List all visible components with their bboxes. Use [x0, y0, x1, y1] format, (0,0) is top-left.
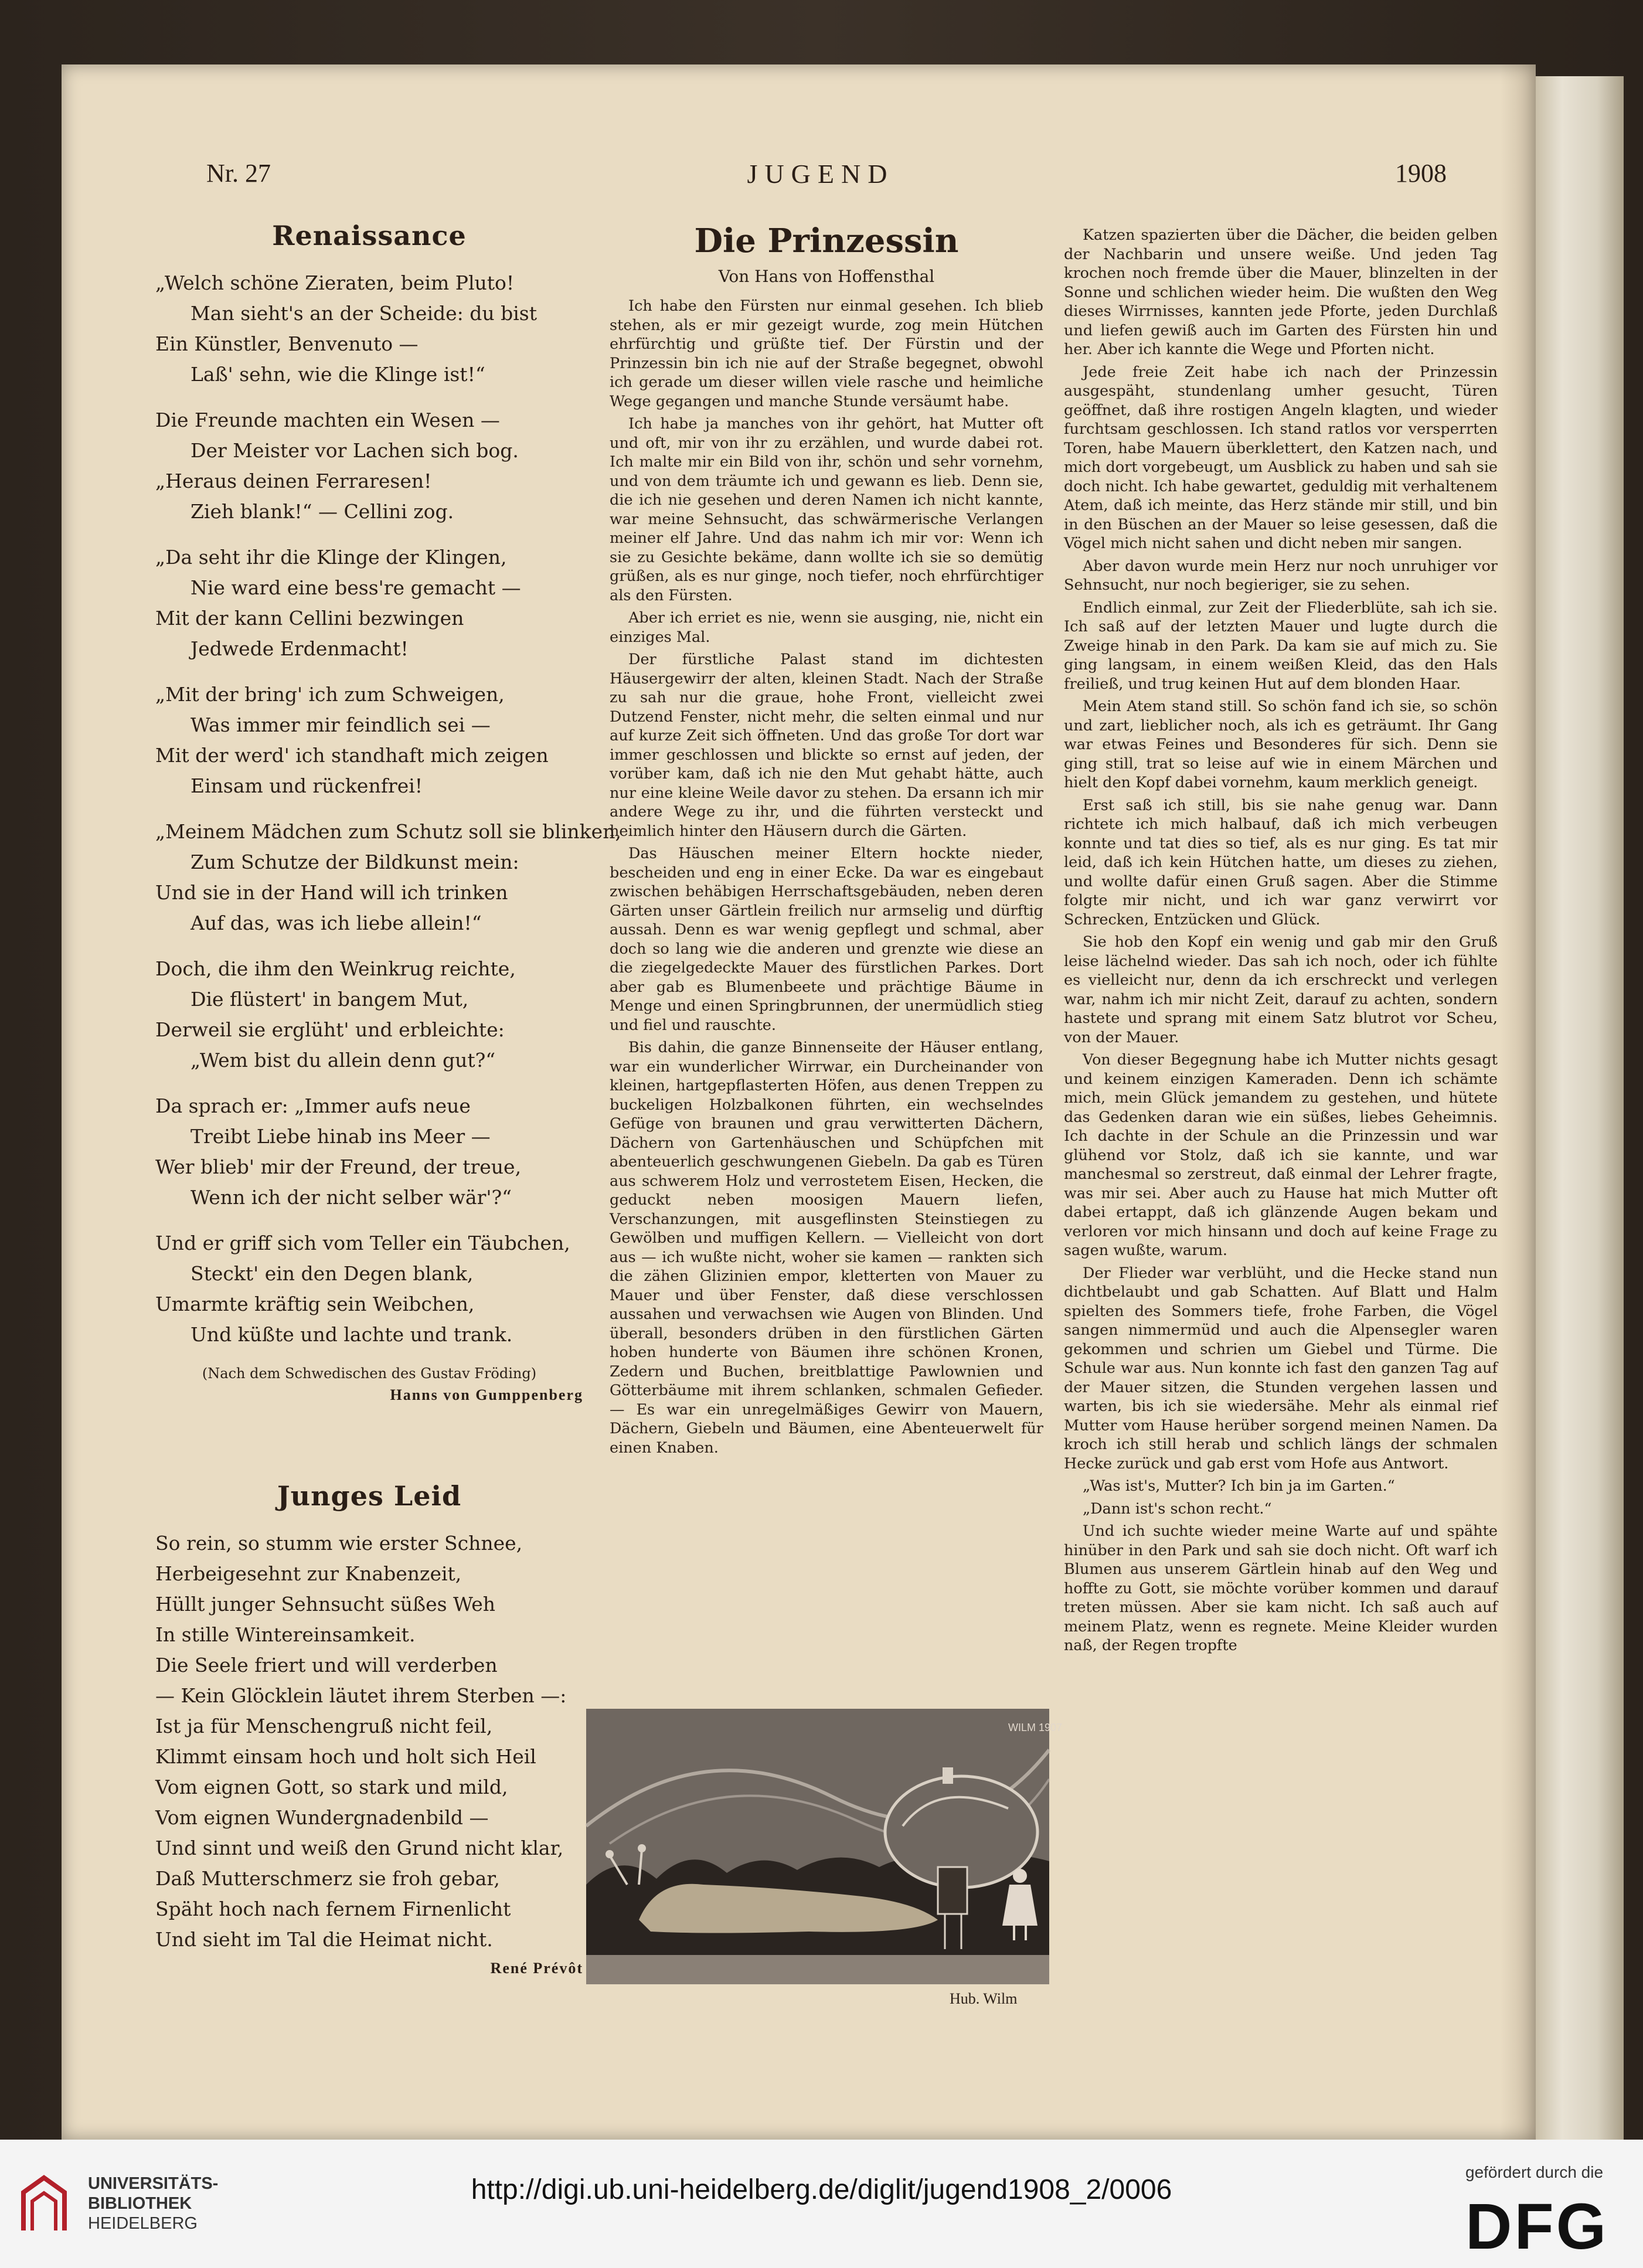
digitization-footer	[0, 2140, 1643, 2268]
poem-line: Vom eignen Wundergnadenbild —	[155, 1806, 489, 1829]
story-paragraph: Der Flieder war verblüht, und die Hecke stand nun dichtbelaubt und gab Schatten. Auf Blatt und Halm spielten des Sommers tiefe, frohe Farben, die Vögel sangen nimmermüd und auch die Alpensegler waren gekommen und schrien um Giebel und Türme. Die Schule war aus. Nun konnte ich fast den ganzen Tag auf der Mauer sitzen, die Stunden vergehen lassen und warten, bis ich sie wiedersähe. Mehr als einmal rief Mutter vom Hause herüber sorgend meinen Namen. Da kroch ich still herab und schlich längs der schmalen Hecke zurück und gab erst vom Hofe aus Antwort.	[1064, 1264, 1498, 1473]
story-paragraph: Mein Atem stand still. So schön fand ich sie, so schön und zart, lieblicher noch, als ich es geträumt. Ihr Gang war etwas Feines und Besonderes für sich. Denn sie ging still, trat so leise auf wie in einem Märchen und hielt den Kopf dabei vornehm, kaum merklich geneigt.	[1064, 698, 1498, 791]
poem-title: Renaissance	[272, 220, 467, 251]
stanza	[155, 817, 621, 939]
poem-title: Junges Leid	[277, 1480, 462, 1512]
story-paragraph: Und ich suchte wieder meine Warte auf und spähte hinüber in den Park und sah sie doch nicht. Oft warf ich Blumen aus unserem Gärtlein hinab auf den Weg und hoffte zu Gott, sie möchte vorüber kommen und darauf treten müssen. Aber sie kam nicht. Ich saß auch auf meinem Platz, wenn es regnete. Meine Kleider wurden naß, der Regen tropfte	[1064, 1522, 1498, 1654]
stanza	[155, 405, 583, 527]
poem-line: Umarmte kräftig sein Weibchen,	[155, 1293, 475, 1315]
poem-line: „Mit der bring' ich zum Schweigen,	[155, 683, 505, 706]
stanza	[155, 954, 583, 1076]
poem-line: „Wem bist du allein denn gut?“	[191, 1049, 496, 1072]
poem-line: Was immer mir feindlich sei —	[191, 713, 491, 736]
poem-author: Hanns von Gumppenberg	[390, 1386, 583, 1403]
funding-label: gefördert durch die	[1465, 2163, 1604, 2181]
poem-line: So rein, so stumm wie erster Schnee,	[155, 1532, 523, 1555]
story-column-middle	[610, 220, 1043, 1461]
poem-line: Ist ja für Menschengruß nicht feil,	[155, 1715, 493, 1737]
poem-line: Man sieht's an der Scheide: du bist	[191, 302, 538, 325]
poem-line: „Da seht ihr die Klinge der Klingen,	[155, 546, 507, 569]
stanza	[155, 268, 583, 390]
poem-line: Die Seele friert und will verderben	[155, 1654, 498, 1677]
story-paragraph: Aber davon wurde mein Herz nur noch unruhiger vor Sehnsucht, nur noch begieriger, sie zu sehen.	[1064, 557, 1498, 594]
poem-line: Zieh blank!“ — Cellini zog.	[191, 500, 454, 523]
poem-line: „Heraus deinen Ferraresen!	[155, 470, 432, 492]
poem-line: Wer blieb' mir der Freund, der treue,	[155, 1155, 522, 1178]
poem-lines	[155, 1528, 583, 1955]
poem-line: Auf das, was ich liebe allein!“	[191, 912, 482, 934]
poem-line: Klimmt einsam hoch und holt sich Heil	[155, 1745, 536, 1768]
poem-line: Der Meister vor Lachen sich bog.	[191, 439, 519, 462]
page-edge	[1536, 76, 1624, 2140]
illustration-caption: Hub. Wilm	[950, 1990, 1018, 2007]
story-paragraph: Der fürstliche Palast stand im dichtesten Häusergewirr der alten, kleinen Stadt. Nach der Straße zu sah nur die graue, hohe Front, vielleicht zwei Dutzend Fenster, nicht mehr, die selten einmal und nur auf kurze Zeit sich öffneten. Und das große Tor dort war immer geschlossen und blickte so ernst auf jeden, der vorüber kam, daß ich nie den Mut gehabt hätte, auch nur eine kleine Weile davor zu stehen. Da ersann ich mir andere Wege zu ihr, und die führten versteckt und heimlich hinter den Häusern durch die Gärten.	[610, 651, 1043, 840]
story-paragraph: Jede freie Zeit habe ich nach der Prinzessin ausgespäht, stundenlang umher gesucht, Türen geöffnet, daß ihre rostigen Angeln klagten, und wieder furchtsam geschlossen. Ich stand ratlos vor versperrten Toren, habe Mauern überklettert, den Katzen nach, und mich dort vorgebeugt, um Ausblick zu haben und sah sie doch nicht. Ich habe gewartet, geduldig mit verhaltenem Atem, daß ich meinte, das Herz stände mir still, und bin in den Büschen an der Mauer so leise gesessen, daß die Vögel mich nicht sahen und dicht neben mir sangen.	[1064, 363, 1498, 552]
journal-title: JUGEND	[747, 159, 894, 189]
page-spine-shadow	[1501, 64, 1536, 2140]
poem-line: Und sinnt und weiß den Grund nicht klar,	[155, 1837, 564, 1859]
poem-line: Steckt' ein den Degen blank,	[191, 1262, 474, 1285]
poem-line: Und er griff sich vom Teller ein Täubchen,	[155, 1232, 570, 1254]
poem-renaissance	[155, 220, 621, 1404]
story-paragraph: Katzen spazierten über die Dächer, die beiden gelben der Nachbarin und unsere weiße. Und jeden Tag krochen noch fremde über die Mauer, blinzelten in der Sonne und schlichen wieder heim. Die wußten den Weg dieses Wirrnisses, kannten jede Pforte, jeden Durchlaß und liefen gewiß auch im Garten des Fürsten hin und her. Aber ich kannte die Wege und Pforten nicht.	[1064, 226, 1498, 358]
story-title: Die Prinzessin	[694, 222, 959, 260]
dfg-logo: DFG	[1465, 2191, 1609, 2263]
stanza	[155, 1091, 583, 1213]
story-paragraph: Ich habe ja manches von ihr gehört, hat Mutter oft und oft, mir von ihr zu erzählen, und wurde dabei rot. Ich malte mir ein Bild von ihr, schön und sehr vornehm, und von dem träumte ich und gewann es lieb. Denn sie, die ich nie gesehen und deren Namen ich nicht kannte, war meine Sehnsucht, das schwärmerische Verlangen meiner elf Jahre. Und das nahm ich mir vor: Wenn ich sie zu Gesichte bekäme, dann wollte ich sie so demütig grüßen, als es nur ginge, noch tiefer, noch ehrfürchtiger als den Fürsten.	[610, 415, 1043, 604]
story-paragraph: „Was ist's, Mutter? Ich bin ja im Garten.“	[1083, 1477, 1395, 1495]
library-line: HEIDELBERG	[88, 2214, 198, 2233]
issue-number: Nr. 27	[206, 159, 271, 188]
poem-line: Einsam und rückenfrei!	[191, 774, 423, 797]
poem-line: Zum Schutze der Bildkunst mein:	[191, 851, 519, 873]
story-paragraph: Das Häuschen meiner Eltern hockte nieder, bescheiden und eng in einer Ecke. Da war es eingebaut zwischen behäbigen Herrschaftsgebäuden, neben deren Gärten unser Gärtlein freilich nur armselig und dürftig aussah. Denn es war wenig gepflegt und schmal, aber doch so lang wie die anderen und grenzte wie diese an die ziegelgedeckte Mauer des fürstlichen Parkes. Dort aber gab es Blumenbeete und prächtige Bäume in Menge und einen Springbrunnen, der unermüdlich stieg und fiel und rauschte.	[610, 845, 1043, 1034]
story-paragraph: Erst saß ich still, bis sie nahe genug war. Dann richtete ich mich halbauf, daß ich mich verbeugen konnte und tat dies so tief, als es nur ging. Es tat mir leid, daß ich kein Hütchen hatte, um dieses zu ziehen, und wollte dafür einen Gruß sagen. Aber die Stimme folgte mir nicht, und ich war ganz verwirrt vor Schrecken, Entzücken und Glück.	[1064, 796, 1498, 929]
poem-line: Und sieht im Tal die Heimat nicht.	[155, 1928, 493, 1951]
poem-junges-leid	[155, 1480, 583, 1977]
story-paragraphs	[1064, 226, 1498, 1655]
stanza	[155, 679, 583, 801]
poem-line: Späht hoch nach fernem Firnenlicht	[155, 1898, 511, 1920]
poem-line: Und sie in der Hand will ich trinken	[155, 881, 508, 904]
poem-line: Die flüstert' in bangem Mut,	[191, 988, 469, 1011]
poem-line: Die Freunde machten ein Wesen —	[155, 409, 500, 431]
snail-illustration	[586, 1709, 1063, 1984]
poem-line: Daß Mutterschmerz sie froh gebar,	[155, 1867, 500, 1890]
poem-line: In stille Wintereinsamkeit.	[155, 1623, 416, 1646]
poem-line: „Meinem Mädchen zum Schutz soll sie blinken,	[155, 820, 621, 843]
poem-author: René Prévôt	[490, 1960, 583, 1977]
story-column-right	[1064, 226, 1498, 1659]
story-paragraph: Endlich einmal, zur Zeit der Fliederblüte, sah ich sie. Ich saß auf der letzten Mauer und lugte durch die Zweige hinab in den Park. Da kam sie auf mich zu. Sie ging langsam, in einem weißen Kleid, das den Hals freiließ, und trug keinen Hut auf dem blonden Haar.	[1064, 599, 1498, 693]
library-line: UNIVERSITÄTS-	[88, 2174, 219, 2193]
poem-line: — Kein Glöcklein läutet ihrem Sterben —:	[155, 1684, 567, 1707]
illustration-drawing	[586, 1709, 1063, 1984]
story-paragraph: Von dieser Begegnung habe ich Mutter nichts gesagt und keinem einzigen Kameraden. Denn ich schämte mich, mein Glück jemandem zu gestehen, und hütete das Gedenken daran wie ein süßes, liebes Geheimnis. Ich dachte in der Schule an die Prinzessin und war glühend vor Stolz, daß ich sie kannte, und war manchesmal so zerstreut, daß einmal der Lehrer fragte, was mir sei. Aber auch zu Hause hat mich Mutter oft dabei ertappt, daß ich glänzende Augen bekam und verloren vor mich hinsann und doch auf keine Frage zu sagen wußte, warum.	[1064, 1051, 1498, 1259]
poem-line: Laß' sehn, wie die Klinge ist!“	[191, 363, 485, 386]
poem-line: „Welch schöne Zieraten, beim Pluto!	[155, 271, 515, 294]
poem-line: Treibt Liebe hinab ins Meer —	[191, 1125, 491, 1148]
story-byline: Von Hans von Hoffensthal	[718, 267, 935, 286]
library-line: BIBLIOTHEK	[88, 2194, 192, 2213]
poem-line: Derweil sie erglüht' und erbleichte:	[155, 1018, 505, 1041]
poem-note: (Nach dem Schwedischen des Gustav Fröding)	[202, 1365, 537, 1382]
story-paragraph: Bis dahin, die ganze Binnenseite der Häuser entlang, war ein wunderlicher Wirrwar, ein Durcheinander von kleinen, hartgepflasterten Höfen, aus denen Treppen zu buckeligen Holzbalkonen führten, ein wechselndes Gefüge von braunen und grau verwitterten Dächern, Dächern von Gartenhäuschen und Schüpfchen mit abenteuerlich geschwungenen Giebeln. Da gab es Türen aus schwerem Holz und verrostetem Eisen, Hecken, die geduckt neben moosigen Mauern liefen, Verschanzungen, mit ausgeflinsten Steinstiegen zu Gewölben und muffigen Kellern. — Vielleicht von dort aus — ich wußte nicht, woher sie kamen — rankten sich die zähen Glizinien empor, kletterten von Mauer zu Mauer und über Fenster, daß diese verschlossen aussahen und verwachsen wie Augen von Blinden. Und überall, besonders drüben in den fürstlichen Gärten hoben hunderte von Bäumen ihre schönen Kronen, Zedern und Buchen, breitblattige Pawlownien und Götterbäume mit ihrem schlanken, schmalen Gefieder. — Es war ein unregelmäßiges Gewirr von Mauern, Dächern, Giebeln und Bäumen, eine Abenteuerwelt für einen Knaben.	[610, 1039, 1043, 1457]
poem-line: Da sprach er: „Immer aufs neue	[155, 1094, 471, 1117]
poem-line: Und küßte und lachte und trank.	[191, 1323, 513, 1346]
poem-line: Herbeigesehnt zur Knabenzeit,	[155, 1562, 462, 1585]
stanza	[155, 542, 583, 664]
poem-line: Doch, die ihm den Weinkrug reichte,	[155, 957, 516, 980]
poem-stanzas	[155, 268, 621, 1350]
story-paragraph: Sie hob den Kopf ein wenig und gab mir den Gruß leise lächelnd wieder. Das sah ich noch, oder ich fühlte es vielleicht nur, denn da ich erschreckt und verlegen war, nahm ich mir nicht Zeit, darauf zu achten, sondern hastete und sprang mit einem Satz blutrot vor Scheu, von der Mauer.	[1064, 933, 1498, 1046]
year: 1908	[1395, 159, 1447, 188]
story-paragraph: „Dann ist's schon recht.“	[1083, 1499, 1272, 1518]
page-header	[0, 158, 1643, 199]
stanza	[155, 1228, 583, 1350]
poem-line: Hüllt junger Sehnsucht süßes Weh	[155, 1593, 496, 1616]
illustration-signature: WILM 1907	[1008, 1722, 1063, 1733]
story-paragraph: Aber ich erriet es nie, wenn sie ausging, nie, nicht ein einziges Mal.	[610, 609, 1043, 646]
story-paragraphs	[610, 297, 1043, 1457]
poem-line: Wenn ich der nicht selber wär'?“	[191, 1186, 512, 1209]
poem-line: Mit der kann Cellini bezwingen	[155, 607, 464, 630]
poem-line: Jedwede Erdenmacht!	[191, 637, 409, 660]
permalink-url[interactable]: http://digi.ub.uni-heidelberg.de/diglit/jugend1908_2/0006	[471, 2174, 1172, 2205]
poem-line: Nie ward eine bess're gemacht —	[191, 576, 521, 599]
poem-line: Ein Künstler, Benvenuto —	[155, 332, 419, 355]
poem-line: Vom eignen Gott, so stark und mild,	[155, 1776, 508, 1798]
story-paragraph: Ich habe den Fürsten nur einmal gesehen. Ich blieb stehen, als er mir gezeigt wurde, zog mein Hütchen ehrfürchtig und grüßte tief. Der Fürstin und der Prinzessin bin ich nie auf der Straße begegnet, obwohl ich gerade um dieser willen viele rasche und heimliche Wege gegangen und manche Stunde versäumt habe.	[610, 297, 1043, 410]
poem-line: Mit der werd' ich standhaft mich zeigen	[155, 744, 549, 767]
